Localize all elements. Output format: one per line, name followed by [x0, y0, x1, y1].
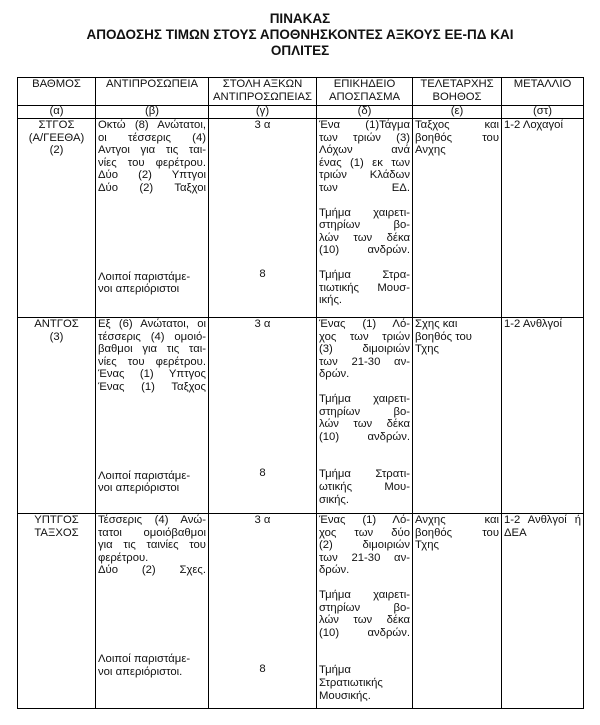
detachment-cell: Ένας (1) Λό- χος των δύο (2) διμοιριών των 21-30 αν- δρών. Τμήμα χαιρετι- στηρίων βο- λών των δέκα (10) ανδρών. Τμήμα Στρατιωτικής Μουσικής. — [317, 514, 413, 709]
table-body — [18, 119, 584, 709]
table-row — [18, 119, 584, 318]
detachment-cell: Ένα (1)Τάγμα των τριών (3) Λόχων ανά ένας (1) εκ των τριών Κλάδων των ΕΔ. Τμήμα χαιρετι- στηρίων βο- λών των δέκα (10) ανδρών. Τμήμα Στρα- τιωτικής Μουσ- ικής. — [317, 119, 413, 318]
header-medal: ΜΕΤΑΛΛΙΟ — [502, 78, 584, 106]
letter-cell: (β) — [96, 106, 209, 119]
delegation-cell: Τέσσερις (4) Ανώ- τατοι ομοιόβαθμοι για τις ταινίες του φερέτρου. Δύο (2) Σχες. Λοιποί παριστάμε- νοι απεριόριστοι. — [96, 514, 209, 709]
detachment-cell: Ένας (1) Λό- χος των τριών (3) διμοιριών των 21-30 αν- δρών. Τμήμα χαιρετι- στηρίων βο- λών των δέκα (10) ανδρών. Τμήμα Στρατι- ωτικής Μου- σικής. — [317, 318, 413, 514]
header-row — [18, 78, 584, 106]
table-row — [18, 318, 584, 514]
uniform-cell: 3 α 8 — [209, 119, 317, 318]
document-subtitle: ΑΠΟΔΟΣΗΣ ΤΙΜΩΝ ΣΤΟΥΣ ΑΠΟΘΝΗΣΚΟΝΤΕΣ ΑΞΚΟΥΣ ΕΕ-ΠΔ ΚΑΙ — [86, 27, 514, 42]
medal-cell: 1-2 Λοχαγοί — [502, 119, 584, 318]
header-delegation: ΑΝΤΙΠΡΟΣΩΠΕΙΑ — [96, 78, 209, 106]
rank-cell: ΥΠΤΓΟΣ ΤΑΞΧΟΣ — [18, 514, 96, 709]
ceremony-cell: Ανχης και βοηθός του Τχης — [413, 514, 502, 709]
letter-cell: (δ) — [317, 106, 413, 119]
header-rank: ΒΑΘΜΟΣ — [18, 78, 96, 106]
medal-cell: 1-2 Ανθλγοί ή ΔΕΑ — [502, 514, 584, 709]
letter-cell: (ε) — [413, 106, 502, 119]
letter-cell: (γ) — [209, 106, 317, 119]
rank-cell: ΑΝΤΓΟΣ (3) — [18, 318, 96, 514]
ceremony-cell: Σχης και βοηθός του Τχης — [413, 318, 502, 514]
letter-row — [18, 106, 584, 119]
header-uniform: ΣΤΟΛΗ ΑΞΚΩΝ ΑΝΤΙΠΡΟΣΩΠΕΙΑΣ — [209, 78, 317, 106]
honors-table — [17, 77, 584, 709]
letter-cell: (α) — [18, 106, 96, 119]
uniform-cell: 3 α 8 — [209, 514, 317, 709]
delegation-cell: Οκτώ (8) Ανώτατοι, οι τέσσερις (4) Αντγοι για τις ται- νίες του φερέτρου. Δύο (2) Υπτγοι Δύο (2) Ταξχοι Λοιποί παριστάμε- νοι απεριόριστοι — [96, 119, 209, 318]
rank-cell: ΣΤΓΟΣ (Α/ΓΕΕΘΑ) (2) — [18, 119, 96, 318]
letter-cell: (στ) — [502, 106, 584, 119]
medal-cell: 1-2 Ανθλγοί — [502, 318, 584, 514]
table-row — [18, 514, 584, 709]
document-title: ΠΙΝΑΚΑΣ — [269, 11, 331, 26]
ceremony-cell: Ταξχος και βοηθός του Ανχης — [413, 119, 502, 318]
uniform-cell: 3 α 8 — [209, 318, 317, 514]
header-ceremony: ΤΕΛΕΤΑΡΧΗΣ ΒΟΗΘΟΣ — [413, 78, 502, 106]
header-detachment: ΕΠΙΚΗΔΕΙΟ ΑΠΟΣΠΑΣΜΑ — [317, 78, 413, 106]
document-subtitle-cont: ΟΠΛΙΤΕΣ — [270, 43, 330, 58]
delegation-cell: Εξ (6) Ανώτατοι, οι τέσσερις (4) ομοιό- βαθμοι για τις ται- νίες του φερέτρου. Ένας (1) Υπτγος Ένας (1) Ταξχος Λοιποί παριστάμε- νοι απεριόριστοι — [96, 318, 209, 514]
